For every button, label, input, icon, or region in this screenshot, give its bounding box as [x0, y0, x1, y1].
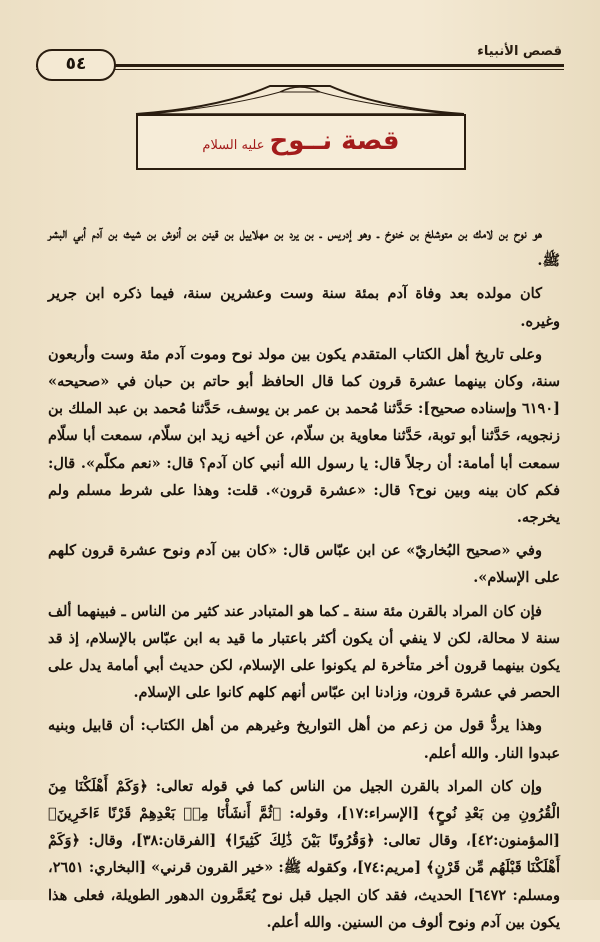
running-head: قصص الأنبياء: [477, 44, 562, 59]
paragraph-generation: وإن كان المراد بالقرن الجيل من الناس كما في قوله تعالى: ﴿وَكَمْ أَهْلَكْنَا مِنَ الْقُرُونِ مِن بَعْدِ نُوحٍ﴾ [الإسراء:١٧]، وقوله: ﴿ثُمَّ أَنشَأْنَا مِنۢ بَعْدِهِمْ قَرْنًا ءَاخَرِينَ﴾ [المؤمنون:٤٢]، وقال تعالى: ﴿وَقُرُونًا بَيْنَ ذَٰلِكَ كَثِيرًا﴾ [الفرقان:٣٨]، وقال: ﴿وَكَمْ أَهْلَكْنَا قَبْلَهُم مِّن قَرْنٍ﴾ [مريم:٧٤]، وكقوله ﷺ: «خير القرون قرني» [البخاري: ٢٦٥١، ومسلم: ٦٤٧٢] الحديث، فقد كان الجيل قبل نوح يُعَمَّرون الدهور الطويلة، فعلى هذا يكون بين آدم ونوح ألوف من السنين. والله أعلم.: [48, 777, 560, 931]
chapter-title: قصة نــوح: [269, 126, 400, 156]
paragraph-lineage: هو نوح بن لامك بن متوشلخ بن خنوخ ـ وهو إدريس ـ بن يرد بن مهلاييل بن قينن بن أنوش بن شيث بن آدم أبي البشر ﷺ.: [48, 225, 560, 270]
paragraph-hadith: وعلى تاريخ أهل الكتاب المتقدم يكون بين مولد نوح وموت آدم مئة وست وأربعون سنة، وكان بينهما عشرة قرون كما قال الحافظ أبو حاتم بن حبان في «صحيحه» [٦١٩٠ وإسناده صحيح]: حَدَّثنا مُحمد بن عمر بن يوسف، حَدَّثنا مُحمد بن عبد الملك بن زنجويه، حَدَّثنا أبو توبة، حَدَّثنا معاوية بن سلّام، عن أخيه زيد ابن سلّام، سمعت أبا سلّام سمعت أبا أمامة: أن رجلاً قال: يا رسول الله أنبي كان آدم؟ قال: «نعم مكلّم». قال: فكم كان بينه وبين نوح؟ قال: «عشرة قرون». قلت: وهذا على شرط مسلم ولم يخرجه.: [48, 345, 560, 527]
paragraph-birth: كان مولده بعد وفاة آدم بمئة سنة وست وعشرين سنة، فيما ذكره ابن جرير وغيره.: [48, 285, 560, 330]
paragraph-bukhari: وفي «صحيح البُخاريّ» عن ابن عبّاس قال: «كان بين آدم ونوح عشرة قرون كلهم على الإسلام».: [48, 542, 560, 587]
chapter-title-box: [136, 114, 466, 170]
paragraph-refutation: وهذا يردُّ قول من زعم من أهل التواريخ وغيرهم من أهل الكتاب: أن قابيل وبنيه عبدوا النار. والله أعلم.: [48, 717, 560, 762]
body-text: [48, 220, 560, 942]
blessing-mark: عليه السلام: [202, 138, 265, 153]
page-number: ٥٤: [36, 49, 116, 81]
paragraph-century: فإن كان المراد بالقرن مئة سنة ـ كما هو المتبادر عند كثير من الناس ـ فبينهما ألف سنة لا محالة، لكن لا ينفي أن يكون أكثر باعتبار ما قيد به ابن عبّاس بالإسلام، إذ قد يكون بينهما قرون أخر متأخرة لم يكونوا على الإسلام، لكن حديث أبي أمامة يدل على الحصر في عشرة قرون، وزادنا ابن عبّاس أنهم كلهم كانوا على الإسلام.: [48, 602, 560, 702]
